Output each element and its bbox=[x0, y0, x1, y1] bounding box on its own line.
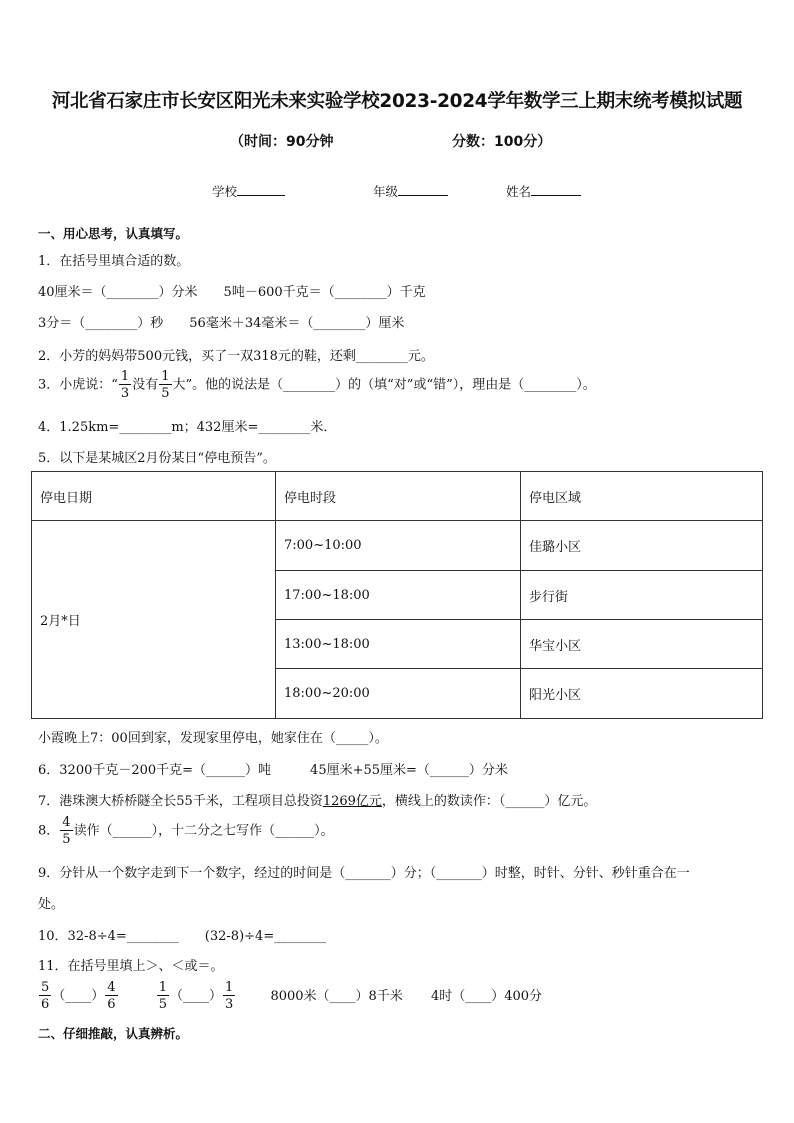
outage-area-cell: 阳光小区 bbox=[521, 669, 763, 719]
fraction-one-fifth bbox=[159, 370, 171, 400]
name-label: 姓名 bbox=[506, 184, 532, 199]
fraction-four-sixths bbox=[105, 981, 117, 1011]
q3-suffix: 大”。他的说法是（________）的（填“对”或“错”），理由是（________）。 bbox=[172, 377, 596, 393]
fraction-denominator: 3 bbox=[120, 386, 130, 401]
table-header-cell: 停电区域 bbox=[521, 472, 763, 521]
compare-length: 8000米（____）8千米 bbox=[270, 988, 403, 1004]
question-7 bbox=[38, 790, 596, 809]
fraction-denominator: 6 bbox=[107, 997, 116, 1012]
q8-prefix: 8． bbox=[38, 823, 60, 839]
fraction-numerator: 1 bbox=[225, 980, 234, 995]
question-5-followup: 小霞晚上7：00回到家，发现家里停电，她家住在（_____）。 bbox=[38, 731, 388, 746]
grade-field[interactable] bbox=[373, 182, 448, 200]
table-row bbox=[32, 521, 763, 571]
exam-time: （时间：90分钟 bbox=[230, 134, 334, 150]
fraction-numerator: 4 bbox=[62, 815, 71, 830]
school-field[interactable] bbox=[212, 182, 285, 200]
grade-label: 年级 bbox=[373, 184, 399, 199]
question-8 bbox=[38, 816, 334, 846]
q8-suffix: 读作（______），十二分之七写作（______）。 bbox=[73, 823, 334, 839]
question-3 bbox=[38, 370, 596, 400]
q7-underlined-number: 1269亿元 bbox=[322, 794, 382, 809]
question-11-stem: 11．在括号里填上＞、＜或＝。 bbox=[38, 959, 224, 974]
fraction-one-third bbox=[119, 370, 131, 400]
question-2: 2．小芳的妈妈带500元钱，买了一双318元的鞋，还剩________元。 bbox=[38, 349, 434, 364]
fraction-one-fifth bbox=[157, 981, 169, 1011]
question-9-line-1: 9．分针从一个数字走到下一个数字，经过的时间是（_______）分；（_______）时整，时针、分针、秒针重合在一 bbox=[38, 866, 690, 881]
fraction-numerator: 1 bbox=[161, 369, 170, 384]
outage-area-cell: 华宝小区 bbox=[521, 620, 763, 669]
section-1-heading: 一、用心思考，认真填写。 bbox=[38, 226, 189, 241]
compare-blank: （____） bbox=[170, 988, 223, 1004]
outage-area-cell: 步行街 bbox=[521, 571, 763, 620]
page-title: 河北省石家庄市长安区阳光未来实验学校2023-2024学年数学三上期末统考模拟试题 bbox=[51, 91, 743, 112]
fraction-denominator: 3 bbox=[225, 997, 234, 1012]
fraction-denominator: 5 bbox=[62, 832, 71, 847]
table-header-row bbox=[32, 472, 763, 521]
outage-time-cell: 17:00~18:00 bbox=[276, 571, 521, 620]
outage-time-cell: 18:00~20:00 bbox=[276, 669, 521, 719]
q7-suffix: ，横线上的数读作：（______）亿元。 bbox=[381, 794, 597, 809]
school-blank[interactable] bbox=[237, 183, 285, 196]
fraction-denominator: 5 bbox=[158, 997, 167, 1012]
table-header-cell: 停电日期 bbox=[32, 472, 276, 521]
outage-area-cell: 佳璐小区 bbox=[521, 521, 763, 571]
school-label: 学校 bbox=[212, 184, 238, 199]
outage-time-cell: 7:00~10:00 bbox=[276, 521, 521, 571]
outage-time-cell: 13:00~18:00 bbox=[276, 620, 521, 669]
question-9-line-2: 处。 bbox=[38, 897, 65, 912]
fraction-numerator: 4 bbox=[107, 980, 116, 995]
exam-score: 分数：100分） bbox=[452, 134, 552, 150]
q3-prefix: 3．小虎说：“ bbox=[38, 377, 118, 393]
power-outage-table bbox=[31, 471, 763, 719]
table-header-cell: 停电时段 bbox=[276, 472, 521, 521]
question-1-row-1: 40厘米＝（________）分米 5吨－600千克＝（________）千克 bbox=[38, 285, 426, 300]
fraction-four-fifths bbox=[60, 816, 72, 846]
q3-mid: 没有 bbox=[132, 377, 159, 393]
question-6: 6．3200千克－200千克=（______）吨 45厘米+55厘米=（______）分米 bbox=[38, 763, 508, 778]
fraction-denominator: 5 bbox=[161, 386, 170, 401]
question-5-stem: 5．以下是某城区2月份某日“停电预告”。 bbox=[38, 451, 276, 466]
question-1-stem: 1．在括号里填合适的数。 bbox=[38, 254, 190, 269]
question-1-row-2: 3分＝（________）秒 56毫米＋34毫米＝（________）厘米 bbox=[38, 316, 405, 331]
q7-prefix: 7．港珠澳大桥桥隧全长55千米，工程项目总投资 bbox=[38, 794, 323, 809]
compare-time: 4时（____）400分 bbox=[430, 988, 543, 1004]
fraction-five-sixths bbox=[39, 981, 51, 1011]
compare-blank: （____） bbox=[52, 988, 105, 1004]
question-11-items bbox=[38, 981, 542, 1011]
section-2-heading: 二、仔细推敲，认真辨析。 bbox=[38, 1026, 189, 1041]
name-field[interactable] bbox=[506, 182, 581, 200]
fraction-one-third bbox=[223, 981, 235, 1011]
fraction-denominator: 6 bbox=[41, 997, 50, 1012]
fraction-numerator: 1 bbox=[120, 369, 130, 384]
outage-date-cell: 2月*日 bbox=[32, 521, 276, 719]
fraction-numerator: 1 bbox=[158, 980, 167, 995]
question-10: 10．32-8÷4=________ (32-8)÷4=________ bbox=[38, 929, 327, 944]
grade-blank[interactable] bbox=[398, 183, 448, 196]
fraction-numerator: 5 bbox=[41, 980, 50, 995]
question-4: 4．1.25km=________m；432厘米=________米． bbox=[38, 420, 337, 435]
name-blank[interactable] bbox=[531, 183, 581, 196]
